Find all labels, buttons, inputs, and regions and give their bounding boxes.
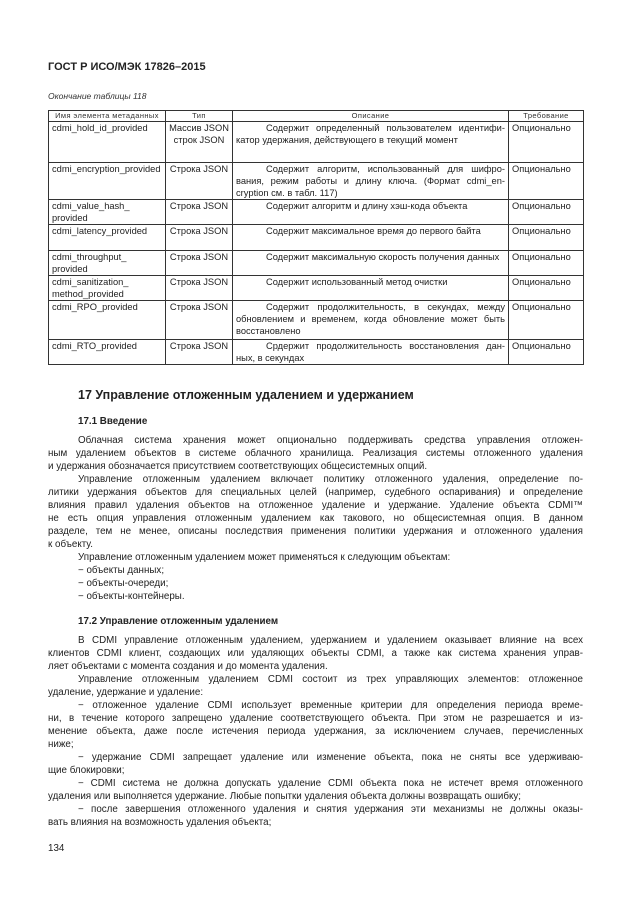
column-header-requirement: Требование	[509, 111, 584, 122]
paragraph-line: ниже;	[48, 739, 74, 750]
cell-requirement: Опционально	[509, 301, 584, 340]
paragraph-line: клиентов CDMI клиент, создающих или удаляющих объекты CDMI, а также как система хранения управ-	[48, 648, 583, 659]
paragraph-line: к объекту.	[48, 539, 93, 550]
cell-description: Содержит максимальное время до первого байта	[233, 225, 509, 251]
paragraph-line: менение объекта, даже после истечения периода удержания, за исключением случаев, перечисленных	[48, 726, 583, 737]
paragraph-line: и удержания обозначается присутствием соответствующих общесистемных опций.	[48, 461, 428, 472]
cell-requirement: Опционально	[509, 122, 584, 163]
paragraph-line: не есть опция управления отложенным удалением как такового, но общесистемная опция. В данном	[48, 513, 583, 524]
paragraph-line: щие блокировки;	[48, 765, 125, 776]
column-header-type: Тип	[166, 111, 233, 122]
column-header-description: Описание	[233, 111, 509, 122]
paragraph-line: В CDMI управление отложенным удалением, удержанием и удалением оказывает влияние на всех	[78, 635, 583, 646]
paragraph-line: − CDMI система не должна допускать удаление CDMI объекта пока не истечет время отложенного	[78, 778, 583, 789]
cell-description: Содержит алгоритм и длину хэш-кода объекта	[233, 200, 509, 225]
metadata-table	[48, 110, 584, 365]
table-caption: Окончание таблицы 118	[48, 91, 147, 101]
table-row	[49, 251, 584, 276]
section-17-1-body	[48, 434, 583, 603]
paragraph-line: Управление отложенным удалением CDMI состоит из трех управляющих элементов: отложенное	[78, 674, 583, 685]
paragraph-line: ным удалением объектов в системе облачного хранилища. Реализация системы отложенного удаления	[48, 448, 583, 459]
cell-element-name: cdmi_encryption_provided	[49, 163, 166, 200]
table-row	[49, 340, 584, 365]
cell-requirement: Опционально	[509, 276, 584, 301]
table-row	[49, 163, 584, 200]
paragraph-line: − удержание CDMI запрещает удаление или изменение объекта, пока не сняты все удерживаю-	[78, 752, 583, 763]
paragraph-line: влияния правил удаления объектов на отложенное удаление и удержание. Удаление объекта CDMI™	[48, 500, 583, 511]
table-header-row	[49, 111, 584, 122]
section-heading-17: 17 Управление отложенным удалением и удержанием	[78, 388, 414, 402]
cell-type: Строка JSON	[166, 276, 233, 301]
cell-type: Строка JSON	[166, 200, 233, 225]
cell-type: Строка JSON	[166, 340, 233, 365]
paragraph-line: − объекты данных;	[78, 565, 165, 576]
cell-type: Строка JSON	[166, 163, 233, 200]
paragraph-line: разделе, тем не менее, описаны последствия применения политики удержания и отложенного удаления	[48, 526, 583, 537]
section-heading-17-1: 17.1 Введение	[78, 416, 148, 427]
paragraph-line: ни, в течение которого запрещено удаление соответствующего объекта. При этом не разрешается и из-	[48, 713, 583, 724]
section-heading-17-2: 17.2 Управление отложенным удалением	[78, 616, 279, 627]
section-17-2-body	[48, 634, 583, 829]
table-row	[49, 276, 584, 301]
cell-requirement: Опционально	[509, 251, 584, 276]
cell-description: Содержит максимальную скорость получения данных	[233, 251, 509, 276]
column-header-name: Имя элемента метаданных	[49, 111, 166, 122]
cell-type: Строка JSON	[166, 301, 233, 340]
paragraph-line: литики удержания объектов для специальных целей (например, судебного оспаривания) и определение	[48, 487, 583, 498]
cell-element-name: cdmi_RTO_provided	[49, 340, 166, 365]
table-row	[49, 200, 584, 225]
cell-description: Содержит алгоритм, использованный для шифрования, режим работы и длину ключа. (Формат cdmi_encryption см. в табл. 117)	[233, 163, 509, 200]
cell-requirement: Опционально	[509, 340, 584, 365]
cell-type: Строка JSON	[166, 225, 233, 251]
paragraph-line: − отложенное удаление CDMI использует временные критерии для определения периода време-	[78, 700, 583, 711]
paragraph-line: − объекты-очереди;	[78, 578, 169, 589]
table-row	[49, 225, 584, 251]
cell-requirement: Опционально	[509, 200, 584, 225]
paragraph-line: Облачная система хранения может опционально поддерживать средства управления отложен-	[78, 435, 583, 446]
cell-description: Срдержит продолжительность восстановления данных, в секундах	[233, 340, 509, 365]
cell-requirement: Опционально	[509, 225, 584, 251]
cell-element-name: cdmi_sanitization_ method_provided	[49, 276, 166, 301]
cell-requirement: Опционально	[509, 163, 584, 200]
document-header: ГОСТ Р ИСО/МЭК 17826–2015	[48, 61, 206, 73]
page-number: 134	[48, 843, 65, 854]
table-row	[49, 301, 584, 340]
cell-element-name: cdmi_latency_provided	[49, 225, 166, 251]
cell-type: Массив JSON строк JSON	[166, 122, 233, 163]
cell-element-name: cdmi_value_hash_ provided	[49, 200, 166, 225]
cell-description: Содержит продолжительность, в секундах, между обновлением и временем, когда обновление может быть восстановлено	[233, 301, 509, 340]
paragraph-line: − объекты-контейнеры.	[78, 591, 185, 602]
paragraph-line: ляет объектами с момента создания и до момента удаления.	[48, 661, 328, 672]
cell-type: Строка JSON	[166, 251, 233, 276]
cell-description: Содержит определенный пользователем идентификатор удержания, действующего в текущий момент	[233, 122, 509, 163]
paragraph-line: Управление отложенным удалением может применяться к следующим объектам:	[78, 552, 451, 563]
cell-element-name: cdmi_throughput_ provided	[49, 251, 166, 276]
table-row	[49, 122, 584, 163]
cell-element-name: cdmi_hold_id_provided	[49, 122, 166, 163]
cell-element-name: cdmi_RPO_provided	[49, 301, 166, 340]
paragraph-line: − после завершения отложенного удаления и снятия удержания эти механизмы не должны оказы-	[78, 804, 583, 815]
paragraph-line: вать влияния на возможность удаления объекта;	[48, 817, 272, 828]
paragraph-line: Управление отложенным удалением включает политику отложенного удаления, определение по-	[78, 474, 583, 485]
cell-description: Содержит использованный метод очистки	[233, 276, 509, 301]
paragraph-line: удаление, удержание и удаление:	[48, 687, 204, 698]
paragraph-line: удаления или выполняется удержание. Любые попытки удаления объекта должны возвращать ошибку;	[48, 791, 521, 802]
